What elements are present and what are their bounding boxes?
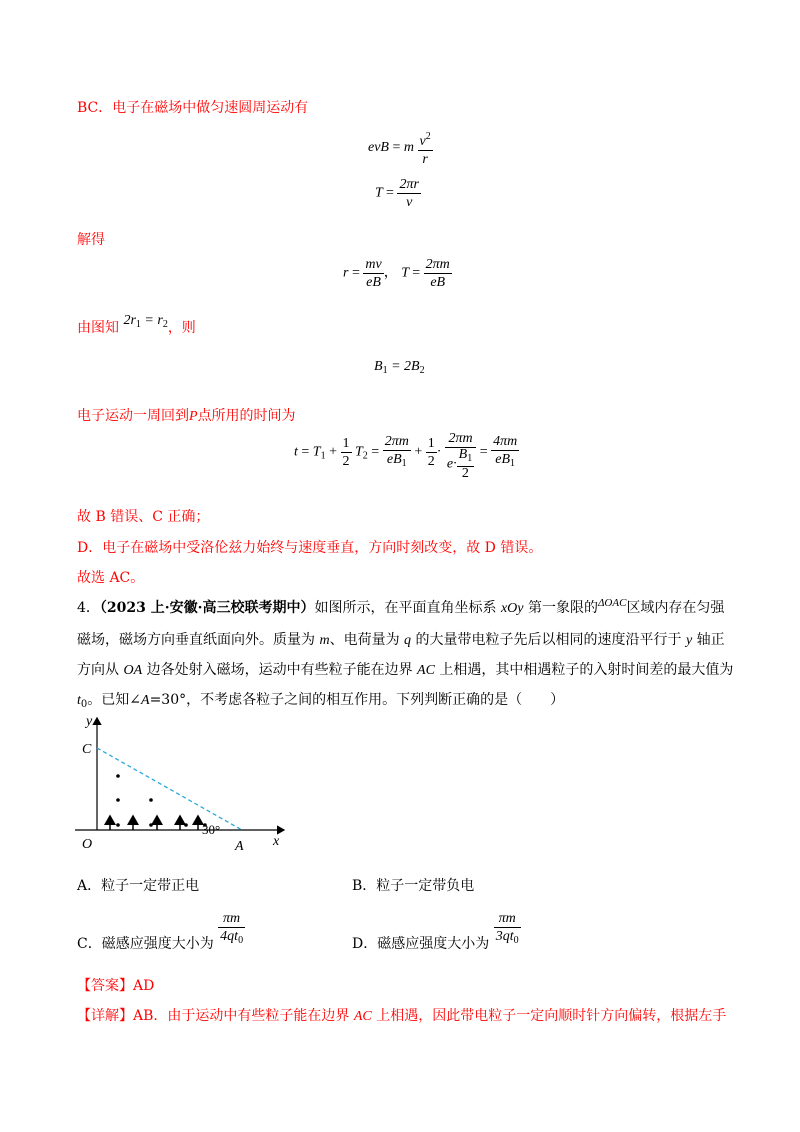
option-d-den: 3qt — [495, 929, 514, 944]
eq5-f3-num: 4πm — [493, 434, 518, 449]
question-line-1 — [77, 598, 724, 619]
option-d-den-sub: 0 — [513, 935, 519, 946]
equation-total-time — [294, 430, 519, 481]
option-d — [352, 910, 521, 952]
q-line3-b: 边各处射入磁场，运动中有些粒子能在边界 — [142, 662, 418, 678]
eq5-f2-num: 2πm — [445, 430, 476, 448]
detail-tag: 【详解】 — [77, 1008, 133, 1024]
eq5-f2-den-B-sub: 1 — [467, 453, 473, 464]
eq3-T: T — [401, 265, 409, 281]
question-source: （2023 上·安徽·高三校联考期中） — [99, 600, 315, 616]
q-line4-b: =30°，不考虑各粒子之间的相互作用。下列判断正确的是（ ） — [149, 692, 565, 708]
field-dot — [184, 823, 188, 827]
coordinate-figure — [70, 712, 300, 857]
eq1-fraction — [418, 128, 433, 168]
eq5-T2-sub: 2 — [362, 450, 368, 462]
label-O: O — [82, 837, 93, 852]
q-line2-c: 的大量带电粒子先后以相同的速度沿平行于 — [411, 632, 686, 648]
equation-radius-period — [343, 256, 452, 291]
eq2-equals: = — [386, 185, 394, 201]
equation-period — [375, 176, 421, 211]
eq5-half2-num: 1 — [427, 436, 435, 451]
eq5-eq-3: = — [479, 444, 488, 460]
jie-de: 解得 — [77, 232, 105, 248]
detail-text-AC: AC — [353, 1009, 372, 1024]
eq1-lhs: evB — [368, 140, 389, 156]
q-line2-d: 轴正 — [692, 632, 725, 648]
detail-text-b: 上相遇，因此带电粒子一定向顺时针方向偏转，根据左手 — [371, 1008, 727, 1024]
eq5-half-den: 2 — [342, 454, 350, 469]
eq5-f1-den-sub: 1 — [401, 458, 407, 469]
from-fig-post: ，则 — [167, 320, 196, 336]
option-d-text: D．磁感应强度大小为 — [352, 935, 490, 952]
equation-b-relation — [374, 357, 425, 381]
eq5-eq-1: = — [301, 444, 310, 460]
from-fig-eq-a-sub: 1 — [135, 319, 141, 330]
q-line3-a: 方向从 — [77, 662, 124, 678]
eq5-plus-1: + — [329, 444, 337, 460]
q-line4-t-sub: 0 — [80, 699, 88, 710]
q-line1-tri: ΔOAC — [597, 597, 627, 609]
eq5-eq-2: = — [371, 444, 380, 460]
q-line4-A: A — [141, 693, 150, 708]
label-A: A — [235, 839, 244, 854]
eq5-half2-den: 2 — [427, 454, 435, 469]
option-d-num: πm — [494, 910, 521, 928]
question-line-3 — [77, 660, 733, 681]
eq5-f3-den-sub: 1 — [510, 458, 516, 469]
eq4-lhs-sub: 1 — [382, 365, 388, 376]
period-text-pre: 电子运动一周回到 — [77, 408, 189, 424]
from-fig-eq-b: = r — [140, 313, 163, 328]
question-line-2 — [77, 630, 725, 651]
eq5-plus-2: + — [414, 444, 423, 460]
eq2-lhs: T — [375, 185, 383, 201]
q-line3-AC: AC — [417, 663, 435, 678]
q-line2-m: m — [319, 633, 330, 648]
period-text-P: P — [189, 409, 198, 424]
eq5-T2: T — [355, 444, 363, 460]
eq3-r: r — [343, 265, 349, 281]
q-line1-b: 第一象限的 — [523, 600, 598, 616]
field-dot — [149, 823, 153, 827]
eq4-lhs: B — [374, 359, 383, 374]
label-x: x — [273, 834, 280, 849]
label-y: y — [86, 714, 93, 729]
q-line4-t: t — [77, 693, 81, 708]
q-line2-y: y — [685, 633, 693, 648]
eq3-sep: ， — [383, 265, 398, 281]
eq5-T1-sub: 1 — [320, 450, 326, 462]
from-fig-eq-a: 2r — [123, 313, 136, 328]
eq5-f2-den-e: e· — [446, 456, 457, 472]
q-line3-c: 上相遇，其中相遇粒子的入射时间差的最大值为 — [434, 662, 734, 678]
eq2-fraction — [397, 176, 420, 211]
eq1-num: v — [419, 134, 426, 149]
eq5-f3-den: eB — [495, 452, 511, 467]
field-dot — [116, 823, 120, 827]
period-text-post: 点所用的时间为 — [197, 408, 296, 424]
period-text — [77, 406, 296, 427]
option-a: A．粒子一定带正电 — [77, 878, 200, 894]
option-c-fraction — [218, 910, 245, 949]
option-d-fraction — [494, 910, 521, 949]
eq4-rhs: = 2B — [387, 359, 420, 374]
option-b: B．粒子一定带负电 — [352, 878, 475, 894]
conclusion-3: 故选 AC。 — [77, 570, 145, 586]
question-number: 4． — [77, 600, 100, 616]
q-line1-xOy: xOy — [500, 601, 524, 616]
eq2-den: v — [406, 195, 413, 210]
q-line3-OA: OA — [123, 663, 143, 678]
eq5-f2-den-2: 2 — [461, 466, 469, 481]
field-dot — [149, 798, 153, 802]
q-line2-b: 、电荷量为 — [329, 632, 405, 648]
eq1-equals: = — [392, 140, 401, 156]
eq3-equals-1: = — [351, 265, 360, 281]
from-fig-eq-b-sub: 2 — [162, 319, 168, 330]
q-line2-q: q — [404, 633, 412, 648]
eq5-frac-2 — [445, 430, 476, 481]
eq2-num: 2πr — [399, 177, 419, 192]
eq1-den: r — [422, 152, 428, 167]
eq5-half-1 — [341, 435, 352, 470]
detail-line — [77, 1006, 726, 1027]
eq5-f1-num: 2πm — [384, 434, 409, 449]
bc-intro: BC．电子在磁场中做匀速圆周运动有 — [77, 100, 309, 116]
option-c-text: C．磁感应强度大小为 — [77, 935, 214, 952]
eq5-t: t — [294, 444, 298, 460]
option-c-num: πm — [218, 910, 245, 928]
option-c-den-sub: 0 — [238, 935, 244, 946]
eq5-f2-den-frac — [457, 448, 475, 481]
answer-value: AD — [133, 978, 155, 994]
option-c-den: 4qt — [220, 929, 239, 944]
conclusion-1: 故 B 错误、C 正确； — [77, 509, 210, 525]
eq4-rhs-sub: 2 — [419, 365, 425, 376]
label-angle: 30° — [202, 822, 221, 837]
eq5-T1: T — [312, 444, 321, 460]
from-fig-pre: 由图知 — [77, 320, 119, 336]
eq5-dot: · — [436, 444, 442, 460]
q-line1-a: 如图所示，在平面直角坐标系 — [314, 600, 501, 616]
eq5-f1-den: eB — [386, 452, 402, 467]
answer-line — [77, 976, 154, 996]
from-fig-equation — [123, 313, 167, 328]
eq3-num1: mv — [365, 257, 382, 272]
eq3-den2: eB — [430, 275, 446, 290]
option-c — [77, 910, 245, 952]
eq3-equals-2: = — [412, 265, 421, 281]
eq5-f2-den-B: B — [458, 447, 468, 462]
q-line2-a: 磁场，磁场方向垂直纸面向外。质量为 — [77, 632, 320, 648]
detail-text-a: AB．由于运动中有些粒子能在边界 — [133, 1008, 354, 1024]
label-C: C — [82, 742, 92, 757]
eq1-m: m — [403, 140, 415, 156]
field-dot — [116, 798, 120, 802]
boundary-ac — [97, 748, 242, 830]
answer-tag: 【答案】 — [77, 978, 133, 994]
eq5-half-num: 1 — [342, 436, 350, 451]
eq1-num-sup: 2 — [425, 131, 431, 142]
field-dot — [116, 774, 120, 778]
q-line1-c: 区域内存在匀强 — [626, 600, 725, 616]
eq5-frac-1 — [383, 433, 411, 472]
q-line4-a: 。已知∠ — [87, 692, 141, 708]
eq5-half-2 — [426, 435, 437, 470]
equation-force-balance — [368, 128, 433, 168]
from-figure-line — [77, 313, 196, 343]
eq3-fraction-1 — [363, 256, 383, 291]
eq3-fraction-2 — [424, 256, 452, 291]
eq3-num2: 2πm — [425, 257, 450, 272]
eq3-den1: eB — [366, 275, 381, 290]
eq5-frac-3 — [491, 433, 519, 472]
conclusion-2: D．电子在磁场中受洛伦兹力始终与速度垂直，方向时刻改变，故 D 错误。 — [77, 540, 543, 556]
